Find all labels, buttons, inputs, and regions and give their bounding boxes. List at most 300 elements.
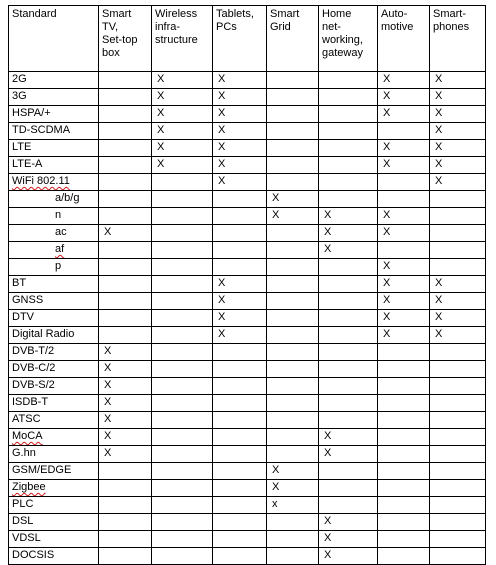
check-mark: X [435, 124, 443, 136]
row-label-cell [9, 548, 99, 565]
table-row [9, 531, 486, 548]
table-cell [378, 72, 430, 89]
check-mark [270, 260, 272, 272]
row-label: DTV [12, 311, 34, 323]
row-label: DOCSIS [12, 549, 55, 561]
check-mark: X [218, 90, 226, 102]
table-cell [319, 514, 378, 531]
table-row [9, 429, 486, 446]
table-cell [99, 89, 152, 106]
table-cell [267, 480, 319, 497]
table-row [9, 72, 486, 89]
table-cell [152, 344, 213, 361]
check-mark [381, 481, 383, 493]
check-mark [155, 532, 157, 544]
table-cell [152, 242, 213, 259]
check-mark [322, 481, 324, 493]
header-row [9, 6, 486, 72]
check-mark [102, 141, 104, 153]
row-label-cell [9, 72, 99, 89]
table-cell [267, 191, 319, 208]
check-mark: X [435, 141, 443, 153]
check-mark: X [218, 175, 226, 187]
table-cell [152, 514, 213, 531]
row-label-cell [9, 497, 99, 514]
check-mark [270, 328, 272, 340]
table-cell [213, 412, 267, 429]
table-row [9, 293, 486, 310]
check-mark: X [218, 124, 226, 136]
table-cell [378, 140, 430, 157]
table-cell [378, 191, 430, 208]
check-mark [322, 260, 324, 272]
check-mark: X [272, 464, 280, 476]
row-label: MoCA [12, 430, 43, 442]
table-cell [430, 174, 486, 191]
table-cell [319, 361, 378, 378]
table-cell [378, 514, 430, 531]
table-row [9, 395, 486, 412]
check-mark: X [157, 73, 165, 85]
check-mark [433, 345, 435, 357]
table-cell [378, 89, 430, 106]
check-mark [381, 515, 383, 527]
row-label: ISDB-T [12, 396, 49, 408]
header-smart-grid: Smart Grid [267, 6, 319, 72]
check-mark [102, 481, 104, 493]
table-cell [267, 514, 319, 531]
row-label: BT [12, 277, 27, 289]
table-cell [99, 293, 152, 310]
check-mark [102, 515, 104, 527]
table-cell [378, 174, 430, 191]
table-row [9, 259, 486, 276]
table-cell [99, 276, 152, 293]
row-label-cell [9, 293, 99, 310]
table-cell [99, 310, 152, 327]
check-mark: X [157, 158, 165, 170]
check-mark [433, 549, 435, 561]
table-cell [430, 89, 486, 106]
row-label-cell [9, 89, 99, 106]
table-cell [319, 463, 378, 480]
table-row [9, 446, 486, 463]
row-label: ATSC [12, 413, 41, 425]
table-cell [213, 293, 267, 310]
check-mark [381, 430, 383, 442]
row-label: WiFi 802.11 [12, 175, 70, 187]
row-label: DVB-C/2 [12, 362, 56, 374]
table-cell [430, 497, 486, 514]
table-cell [152, 497, 213, 514]
table-cell [430, 344, 486, 361]
check-mark [155, 515, 157, 527]
table-cell [152, 395, 213, 412]
check-mark [270, 175, 272, 187]
check-mark [270, 549, 272, 561]
check-mark [433, 396, 435, 408]
check-mark: X [383, 226, 391, 238]
table-cell [213, 446, 267, 463]
table-cell [430, 361, 486, 378]
check-mark [322, 311, 324, 323]
check-mark: X [104, 413, 112, 425]
table-cell [99, 157, 152, 174]
check-mark [155, 226, 157, 238]
table-body [9, 72, 486, 565]
table-cell [99, 429, 152, 446]
row-label: DVB-T/2 [12, 345, 55, 357]
row-label: p [55, 260, 62, 272]
table-cell [319, 378, 378, 395]
check-mark [322, 294, 324, 306]
table-cell [152, 480, 213, 497]
check-mark [155, 175, 157, 187]
row-label: TD-SCDMA [12, 124, 71, 136]
table-cell [430, 395, 486, 412]
check-mark [102, 175, 104, 187]
table-cell [378, 276, 430, 293]
check-mark [322, 464, 324, 476]
check-mark [216, 430, 218, 442]
table-cell [267, 242, 319, 259]
check-mark: X [383, 294, 391, 306]
check-mark [322, 379, 324, 391]
table-row [9, 174, 486, 191]
table-cell [99, 259, 152, 276]
check-mark [381, 345, 383, 357]
check-mark [216, 498, 218, 510]
table-cell [378, 293, 430, 310]
check-mark: X [435, 175, 443, 187]
row-label-cell [9, 123, 99, 140]
check-mark [216, 396, 218, 408]
check-mark [381, 362, 383, 374]
check-mark [102, 532, 104, 544]
row-label: DSL [12, 515, 34, 527]
table-cell [319, 327, 378, 344]
row-label-cell [9, 327, 99, 344]
table-cell [99, 344, 152, 361]
check-mark [102, 277, 104, 289]
check-mark [155, 430, 157, 442]
table-cell [213, 361, 267, 378]
check-mark [270, 141, 272, 153]
table-cell [152, 259, 213, 276]
check-mark [155, 311, 157, 323]
table-cell [152, 208, 213, 225]
check-mark [155, 294, 157, 306]
check-mark [322, 158, 324, 170]
check-mark [433, 226, 435, 238]
check-mark [155, 209, 157, 221]
row-label-cell [9, 174, 99, 191]
table-row [9, 463, 486, 480]
table-cell [99, 174, 152, 191]
check-mark [102, 209, 104, 221]
check-mark: X [218, 294, 226, 306]
table-cell [267, 89, 319, 106]
table-row [9, 191, 486, 208]
table-cell [378, 310, 430, 327]
table-cell [213, 497, 267, 514]
check-mark [381, 447, 383, 459]
table-cell [378, 446, 430, 463]
check-mark [322, 73, 324, 85]
table-cell [99, 327, 152, 344]
check-mark: X [104, 379, 112, 391]
table-row [9, 514, 486, 531]
table-cell [152, 106, 213, 123]
table-cell [430, 412, 486, 429]
row-label: a/b/g [55, 192, 80, 204]
check-mark [216, 209, 218, 221]
check-mark: X [157, 90, 165, 102]
table-cell [378, 208, 430, 225]
table-cell [267, 310, 319, 327]
check-mark [433, 498, 435, 510]
table-cell [430, 548, 486, 565]
table-cell [152, 310, 213, 327]
header-home-networking: Home net- working, gateway [319, 6, 378, 72]
check-mark [270, 413, 272, 425]
table-cell [267, 412, 319, 429]
table-cell [378, 480, 430, 497]
check-mark [322, 498, 324, 510]
check-mark: X [218, 277, 226, 289]
check-mark [381, 413, 383, 425]
header-tablets-pcs: Tablets, PCs [213, 6, 267, 72]
table-row [9, 344, 486, 361]
check-mark [155, 464, 157, 476]
table-cell [319, 480, 378, 497]
check-mark: X [104, 226, 112, 238]
check-mark [322, 345, 324, 357]
check-mark: X [324, 532, 332, 544]
table-cell [99, 531, 152, 548]
table-cell [430, 514, 486, 531]
table-cell [99, 72, 152, 89]
table-row [9, 327, 486, 344]
row-label-cell [9, 361, 99, 378]
table-cell [319, 225, 378, 242]
check-mark: X [383, 107, 391, 119]
check-mark [155, 277, 157, 289]
check-mark [433, 209, 435, 221]
check-mark [270, 430, 272, 442]
table-cell [378, 429, 430, 446]
row-label: ac [55, 226, 67, 238]
table-cell [378, 548, 430, 565]
table-row [9, 225, 486, 242]
table-cell [319, 395, 378, 412]
table-cell [99, 395, 152, 412]
check-mark [155, 260, 157, 272]
check-mark [216, 379, 218, 391]
table-cell [430, 259, 486, 276]
table-cell [378, 242, 430, 259]
table-row [9, 106, 486, 123]
table-cell [319, 174, 378, 191]
check-mark: X [272, 209, 280, 221]
table-cell [152, 327, 213, 344]
check-mark: X [218, 141, 226, 153]
header-automotive: Auto- motive [378, 6, 430, 72]
table-row [9, 276, 486, 293]
row-label-cell [9, 106, 99, 123]
check-mark [433, 243, 435, 255]
table-cell [378, 361, 430, 378]
table-cell [430, 446, 486, 463]
check-mark [216, 345, 218, 357]
check-mark [433, 362, 435, 374]
row-label-cell [9, 395, 99, 412]
check-mark [155, 447, 157, 459]
check-mark [381, 464, 383, 476]
row-label-cell [9, 446, 99, 463]
row-label: VDSL [12, 532, 41, 544]
check-mark [216, 464, 218, 476]
row-label: Zigbee [12, 481, 46, 493]
table-cell [152, 378, 213, 395]
check-mark: X [157, 141, 165, 153]
table-cell [152, 293, 213, 310]
table-cell [319, 531, 378, 548]
check-mark [433, 413, 435, 425]
check-mark: X [157, 107, 165, 119]
table-cell [152, 548, 213, 565]
check-mark: X [383, 158, 391, 170]
table-cell [378, 497, 430, 514]
check-mark [381, 379, 383, 391]
check-mark [433, 447, 435, 459]
table-row [9, 242, 486, 259]
table-cell [267, 225, 319, 242]
check-mark: X [435, 311, 443, 323]
table-cell [152, 225, 213, 242]
check-mark [322, 175, 324, 187]
row-label-cell [9, 259, 99, 276]
check-mark [155, 481, 157, 493]
check-mark: X [218, 328, 226, 340]
row-label: G.hn [12, 447, 36, 459]
row-label-cell [9, 514, 99, 531]
table-cell [152, 463, 213, 480]
table-row [9, 157, 486, 174]
row-label: LTE-A [12, 158, 43, 170]
table-cell [152, 276, 213, 293]
table-cell [378, 106, 430, 123]
table-row [9, 140, 486, 157]
check-mark: X [104, 396, 112, 408]
table-row [9, 310, 486, 327]
check-mark [381, 175, 383, 187]
check-mark [216, 481, 218, 493]
row-label-cell [9, 310, 99, 327]
table-cell [267, 378, 319, 395]
check-mark [216, 243, 218, 255]
table-cell [213, 191, 267, 208]
table-cell [152, 361, 213, 378]
check-mark [102, 243, 104, 255]
row-label: n [55, 209, 62, 221]
check-mark: X [104, 447, 112, 459]
table-cell [267, 531, 319, 548]
table-cell [378, 259, 430, 276]
check-mark [381, 396, 383, 408]
check-mark [433, 481, 435, 493]
table-row [9, 412, 486, 429]
check-mark [270, 362, 272, 374]
check-mark [270, 532, 272, 544]
table-cell [430, 531, 486, 548]
table-cell [152, 191, 213, 208]
table-cell [319, 157, 378, 174]
table-cell [213, 106, 267, 123]
table-cell [213, 344, 267, 361]
check-mark [322, 328, 324, 340]
check-mark: X [324, 209, 332, 221]
check-mark [270, 73, 272, 85]
header-wireless-infrastructure: Wireless infra- structure [152, 6, 213, 72]
table-cell [319, 293, 378, 310]
check-mark [102, 73, 104, 85]
check-mark: X [435, 73, 443, 85]
table-cell [319, 140, 378, 157]
check-mark [216, 532, 218, 544]
check-mark [216, 515, 218, 527]
row-label-cell [9, 412, 99, 429]
table-cell [267, 463, 319, 480]
table-cell [378, 463, 430, 480]
check-mark: X [383, 328, 391, 340]
table-cell [378, 225, 430, 242]
check-mark: X [324, 447, 332, 459]
check-mark [270, 226, 272, 238]
check-mark: X [383, 260, 391, 272]
table-cell [267, 361, 319, 378]
check-mark [155, 362, 157, 374]
table-cell [267, 395, 319, 412]
table-cell [430, 191, 486, 208]
check-mark [381, 124, 383, 136]
check-mark [322, 396, 324, 408]
row-label: HSPA/+ [12, 107, 51, 119]
check-mark: X [324, 243, 332, 255]
check-mark: X [383, 277, 391, 289]
row-label: af [55, 243, 65, 255]
table-row [9, 480, 486, 497]
check-mark: X [157, 124, 165, 136]
table-cell [152, 446, 213, 463]
table-cell [430, 378, 486, 395]
check-mark: X [383, 311, 391, 323]
check-mark [216, 362, 218, 374]
check-mark [433, 532, 435, 544]
table-cell [430, 106, 486, 123]
row-label: Digital Radio [12, 328, 75, 340]
table-cell [213, 548, 267, 565]
row-label: PLC [12, 498, 34, 510]
check-mark [322, 413, 324, 425]
row-label-cell [9, 225, 99, 242]
table-cell [430, 157, 486, 174]
table-cell [213, 174, 267, 191]
table-cell [430, 276, 486, 293]
row-label-cell [9, 429, 99, 446]
check-mark: X [218, 107, 226, 119]
check-mark [322, 362, 324, 374]
